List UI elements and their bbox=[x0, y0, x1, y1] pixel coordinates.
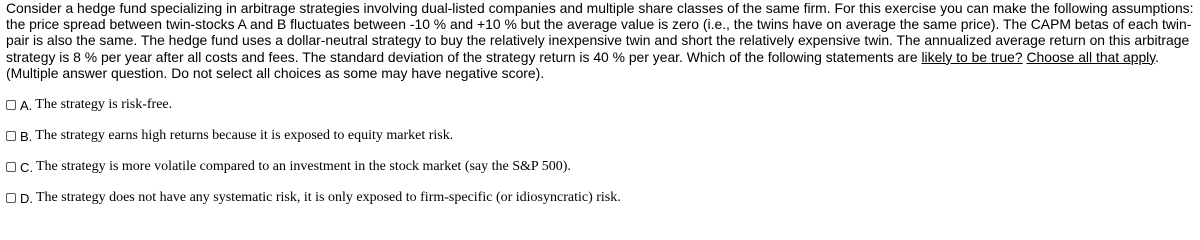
choice-a-checkbox[interactable] bbox=[6, 100, 16, 110]
choice-c[interactable] bbox=[6, 157, 571, 177]
choice-d-checkbox[interactable] bbox=[6, 193, 16, 203]
choice-c-letter: C. bbox=[20, 159, 33, 175]
choice-a[interactable] bbox=[6, 95, 172, 115]
choice-d[interactable] bbox=[6, 188, 621, 208]
choice-d-text: The strategy does not have any systematic risk, it is only exposed to firm-specific (or idiosyncratic) risk. bbox=[36, 190, 621, 205]
choice-a-text: The strategy is risk-free. bbox=[35, 97, 173, 112]
choose-all-emphasis: Choose all that apply bbox=[1026, 48, 1156, 65]
likely-true-emphasis: likely to be true? bbox=[921, 48, 1023, 65]
choice-c-text: The strategy is more volatile compared to an investment in the stock market (say the S&P 500). bbox=[36, 159, 571, 174]
choice-d-letter: D. bbox=[20, 190, 33, 206]
choice-b-text: The strategy earns high returns because it is exposed to equity market risk. bbox=[35, 128, 454, 143]
choice-b-checkbox[interactable] bbox=[6, 131, 16, 141]
question-body: Consider a hedge fund specializing in arbitrage strategies involving dual-listed companies and multiple share classes of the same firm. For this exercise you can make the following assumptions: the price spread between twin-stocks A and B fluctuates between -10 % and +10 % but the average value is zero (i.e., the twins have on average the same price). The CAPM betas of each twin-pair is also the same. The hedge fund uses a dollar-neutral strategy to buy the relatively inexpensive twin and short the relatively expensive twin. The annualized average return on this arbitrage strategy is 8 % per year after all costs and fees. The standard deviation of the strategy return is 40 % per year. Which of the following statements are bbox=[6, 0, 1194, 65]
choice-a-letter: A. bbox=[20, 97, 33, 113]
choice-b[interactable] bbox=[6, 126, 453, 146]
question-instructions: . (Multiple answer question. Do not select all choices as some may have negative score). bbox=[6, 48, 1160, 81]
choice-b-letter: B. bbox=[20, 128, 33, 144]
choice-c-checkbox[interactable] bbox=[6, 162, 16, 172]
question-text bbox=[6, 0, 1196, 81]
